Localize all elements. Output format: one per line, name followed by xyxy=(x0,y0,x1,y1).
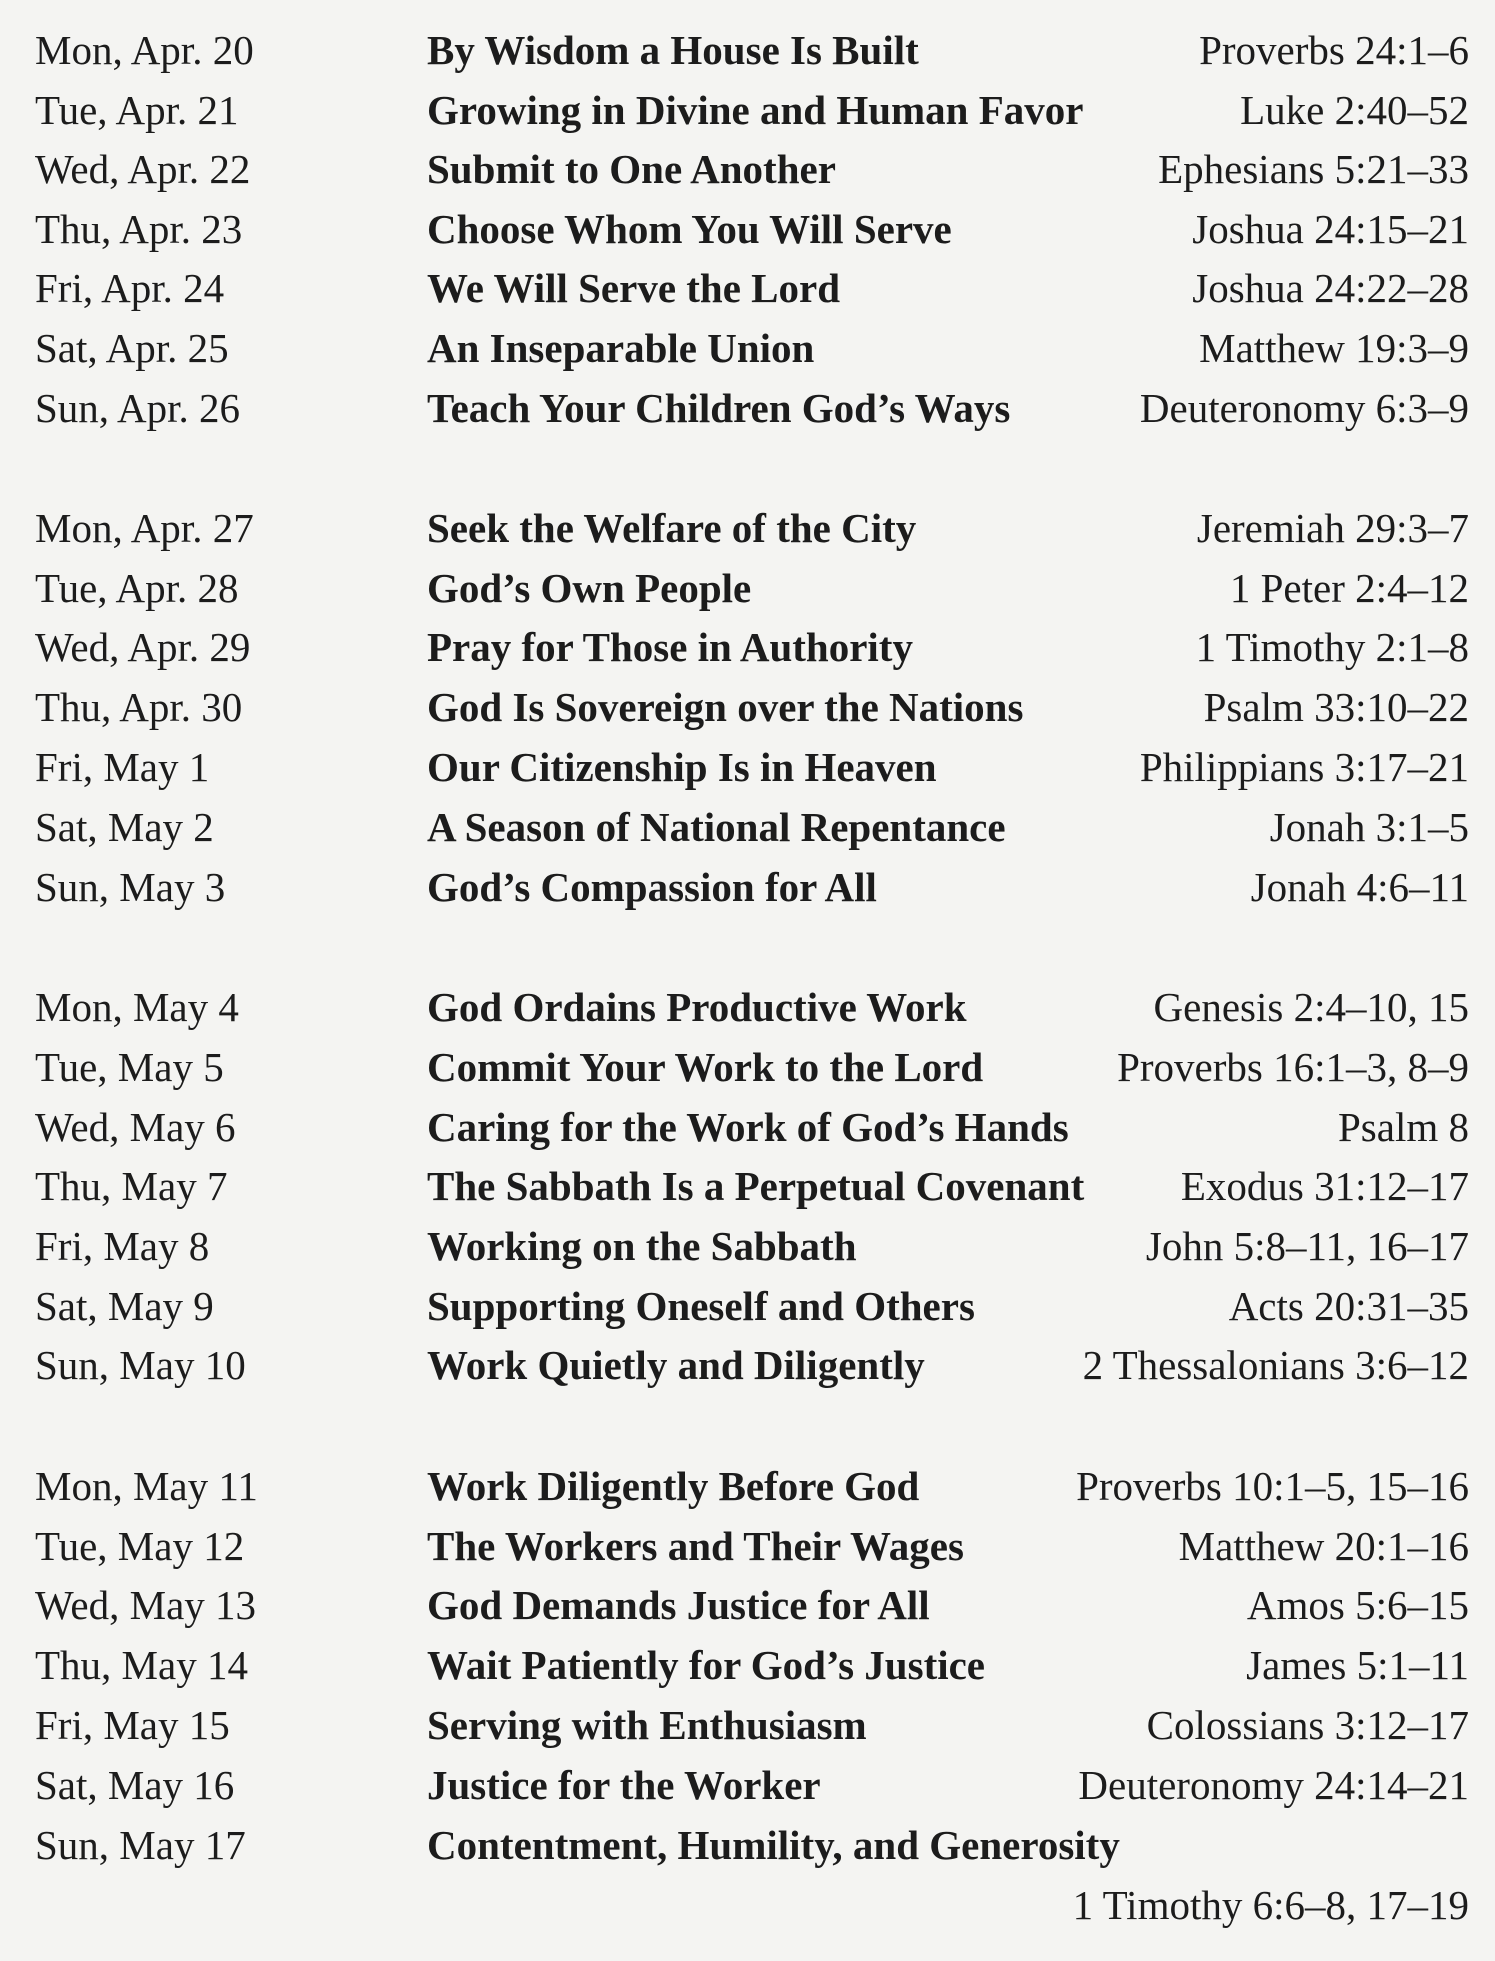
reading-title: Pray for Those in Authority xyxy=(427,624,913,670)
reading-reference: Jeremiah 29:3–7 xyxy=(1196,505,1469,551)
reading-date: Sat, Apr. 25 xyxy=(35,325,229,371)
reading-row xyxy=(0,737,1495,797)
reading-date: Thu, Apr. 23 xyxy=(35,206,243,252)
reading-reference: Psalm 33:10–22 xyxy=(1203,684,1469,730)
reading-reference: Ephesians 5:21–33 xyxy=(1158,146,1469,192)
reading-title: Seek the Welfare of the City xyxy=(427,505,917,551)
reading-title: We Will Serve the Lord xyxy=(427,265,841,311)
reading-title: Our Citizenship Is in Heaven xyxy=(427,744,937,790)
reading-title: By Wisdom a House Is Built xyxy=(427,27,919,73)
reading-reference: Luke 2:40–52 xyxy=(1240,87,1469,133)
reading-reference: Deuteronomy 24:14–21 xyxy=(1078,1762,1469,1808)
reading-date: Wed, Apr. 29 xyxy=(35,624,251,670)
reading-row xyxy=(0,1276,1495,1336)
reading-title: The Workers and Their Wages xyxy=(427,1523,964,1569)
reading-title: Choose Whom You Will Serve xyxy=(427,206,952,252)
reading-row xyxy=(0,498,1495,558)
reading-reference: Exodus 31:12–17 xyxy=(1180,1163,1469,1209)
reading-date: Sat, May 2 xyxy=(35,804,214,850)
reading-date: Mon, May 4 xyxy=(35,984,239,1030)
reading-date: Fri, Apr. 24 xyxy=(35,265,225,311)
reading-title: A Season of National Repentance xyxy=(427,804,1006,850)
reading-row xyxy=(0,1695,1495,1755)
reading-title: Caring for the Work of God’s Hands xyxy=(427,1104,1069,1150)
reading-date: Wed, May 13 xyxy=(35,1582,257,1628)
reading-title: Work Quietly and Diligently xyxy=(427,1342,925,1388)
reading-date: Thu, May 14 xyxy=(35,1642,248,1688)
reading-title: Teach Your Children God’s Ways xyxy=(427,385,1011,431)
reading-date: Sat, May 9 xyxy=(35,1283,214,1329)
reading-reference: Jonah 3:1–5 xyxy=(1269,804,1469,850)
reading-row xyxy=(0,1635,1495,1695)
reading-reference: Matthew 19:3–9 xyxy=(1199,325,1469,371)
reading-reference: Joshua 24:15–21 xyxy=(1192,206,1469,252)
reading-date: Sun, May 10 xyxy=(35,1342,246,1388)
reading-reference: Joshua 24:22–28 xyxy=(1192,265,1469,311)
reading-row xyxy=(0,20,1495,80)
reading-row xyxy=(0,857,1495,917)
reading-row xyxy=(0,1815,1495,1935)
reading-reference: Proverbs 24:1–6 xyxy=(1199,27,1469,73)
reading-row xyxy=(0,318,1495,378)
reading-title: Work Diligently Before God xyxy=(427,1463,920,1509)
reading-reference: Acts 20:31–35 xyxy=(1228,1283,1469,1329)
reading-reference: Matthew 20:1–16 xyxy=(1178,1523,1469,1569)
reading-title: An Inseparable Union xyxy=(427,325,815,371)
reading-title: Working on the Sabbath xyxy=(427,1223,857,1269)
reading-row xyxy=(0,378,1495,438)
reading-title: Submit to One Another xyxy=(427,146,836,192)
reading-reference: Genesis 2:4–10, 15 xyxy=(1153,984,1469,1030)
reading-date: Mon, Apr. 20 xyxy=(35,27,254,73)
reading-row xyxy=(0,258,1495,318)
reading-row xyxy=(0,1097,1495,1157)
reading-reference: Deuteronomy 6:3–9 xyxy=(1139,385,1469,431)
reading-date: Tue, Apr. 28 xyxy=(35,565,239,611)
reading-reference: 1 Peter 2:4–12 xyxy=(1229,565,1469,611)
reading-row xyxy=(0,1516,1495,1576)
reading-row xyxy=(0,1216,1495,1276)
reading-date: Tue, May 5 xyxy=(35,1044,224,1090)
reading-reference: John 5:8–11, 16–17 xyxy=(1145,1223,1469,1269)
reading-title: God’s Own People xyxy=(427,565,752,611)
reading-reference: 1 Timothy 2:1–8 xyxy=(1195,624,1469,670)
reading-reference: Colossians 3:12–17 xyxy=(1146,1702,1469,1748)
reading-reference: 1 Timothy 6:6–8, 17–19 xyxy=(1072,1882,1469,1928)
reading-date: Sun, May 3 xyxy=(35,864,226,910)
reading-reference: Proverbs 16:1–3, 8–9 xyxy=(1117,1044,1469,1090)
reading-date: Sun, Apr. 26 xyxy=(35,385,241,431)
reading-row xyxy=(0,797,1495,857)
reading-row xyxy=(0,1037,1495,1097)
reading-title: Justice for the Worker xyxy=(427,1762,821,1808)
reading-row xyxy=(0,1575,1495,1635)
reading-title: God Demands Justice for All xyxy=(427,1582,930,1628)
reading-date: Tue, May 12 xyxy=(35,1523,245,1569)
reading-title: Supporting Oneself and Others xyxy=(427,1283,975,1329)
reading-title: The Sabbath Is a Perpetual Covenant xyxy=(427,1163,1085,1209)
reading-row xyxy=(0,139,1495,199)
reading-date: Sun, May 17 xyxy=(35,1822,246,1868)
reading-title: Serving with Enthusiasm xyxy=(427,1702,867,1748)
reading-row xyxy=(0,977,1495,1037)
reading-date: Thu, May 7 xyxy=(35,1163,228,1209)
reading-title: Contentment, Humility, and Generosity xyxy=(427,1822,1120,1868)
reading-title: Growing in Divine and Human Favor xyxy=(427,87,1084,133)
reading-row xyxy=(0,80,1495,140)
reading-title: God Ordains Productive Work xyxy=(427,984,967,1030)
reading-row xyxy=(0,677,1495,737)
reading-title: Commit Your Work to the Lord xyxy=(427,1044,984,1090)
reading-date: Fri, May 1 xyxy=(35,744,210,790)
reading-reference: Psalm 8 xyxy=(1338,1104,1469,1150)
reading-row xyxy=(0,617,1495,677)
reading-title: God’s Compassion for All xyxy=(427,864,877,910)
reading-row xyxy=(0,1755,1495,1815)
reading-date: Tue, Apr. 21 xyxy=(35,87,239,133)
reading-row xyxy=(0,558,1495,618)
reading-reference: 2 Thessalonians 3:6–12 xyxy=(1082,1342,1469,1388)
reading-date: Fri, May 8 xyxy=(35,1223,210,1269)
reading-row xyxy=(0,199,1495,259)
reading-title: God Is Sovereign over the Nations xyxy=(427,684,1024,730)
reading-date: Mon, May 11 xyxy=(35,1463,258,1509)
reading-date: Mon, Apr. 27 xyxy=(35,505,254,551)
reading-date: Thu, Apr. 30 xyxy=(35,684,243,730)
reading-reference: Philippians 3:17–21 xyxy=(1139,744,1469,790)
reading-date: Wed, May 6 xyxy=(35,1104,236,1150)
reading-row xyxy=(0,1335,1495,1395)
reading-row xyxy=(0,1456,1495,1516)
reading-date: Sat, May 16 xyxy=(35,1762,235,1808)
reading-row xyxy=(0,1156,1495,1216)
reading-title: Wait Patiently for God’s Justice xyxy=(427,1642,986,1688)
reading-date: Wed, Apr. 22 xyxy=(35,146,251,192)
reading-reference: James 5:1–11 xyxy=(1246,1642,1469,1688)
reading-date: Fri, May 15 xyxy=(35,1702,230,1748)
reading-reference: Jonah 4:6–11 xyxy=(1250,864,1469,910)
reading-reference: Amos 5:6–15 xyxy=(1246,1582,1469,1628)
reading-reference: Proverbs 10:1–5, 15–16 xyxy=(1076,1463,1469,1509)
